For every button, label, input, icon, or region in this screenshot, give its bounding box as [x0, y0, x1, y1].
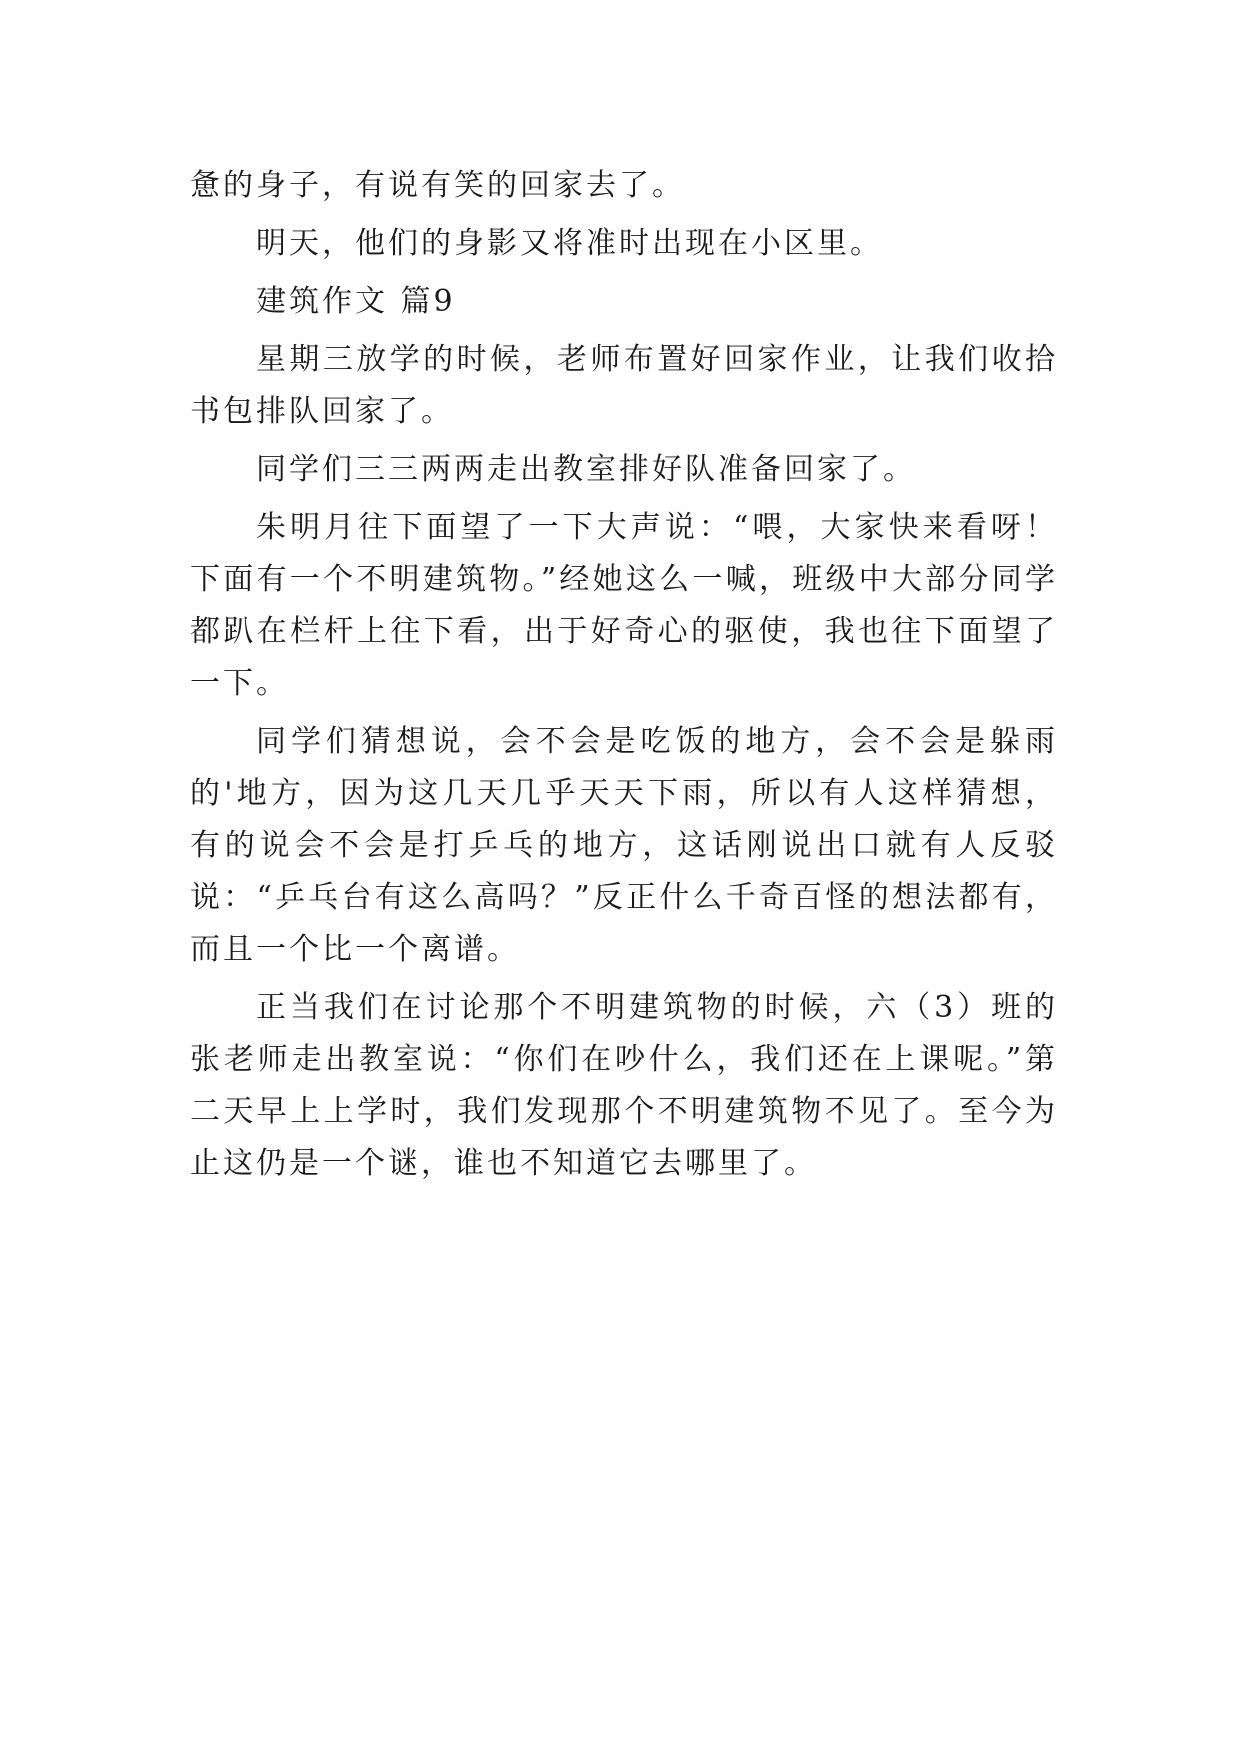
paragraph: 同学们三三两两走出教室排好队准备回家了。 [256, 452, 916, 487]
paragraph: 明天，他们的身影又将准时出现在小区里。 [256, 226, 883, 261]
paragraph: 星期三放学的时候，老师布置好回家作业，让我们收拾书包排队回家了。 [190, 342, 1058, 429]
section-heading: 建筑作文 篇9 [256, 284, 456, 319]
document-body [190, 160, 1058, 1196]
paragraph: 同学们猜想说，会不会是吃饭的地方，会不会是躲雨的'地方，因为这几天几乎天天下雨，所以有人这样猜想，有的说会不会是打乒乓的地方，这话刚说出口就有人反驳说：“乒乓台有这么高吗？”反正什么千奇百怪的想法都有，而且一个比一个离谱。 [190, 724, 1058, 967]
paragraph: 朱明月往下面望了一下大声说：“喂，大家快来看呀！下面有一个不明建筑物。”经她这么一喊，班级中大部分同学都趴在栏杆上往下看，出于好奇心的驱使，我也往下面望了一下。 [190, 510, 1058, 701]
paragraph-continuation: 惫的身子，有说有笑的回家去了。 [190, 168, 685, 203]
paragraph: 正当我们在讨论那个不明建筑物的时候，六（3）班的张老师走出教室说：“你们在吵什么，我们还在上课呢。”第二天早上上学时，我们发现那个不明建筑物不见了。至今为止这仍是一个谜，谁也不知道它去哪里了。 [190, 990, 1058, 1181]
